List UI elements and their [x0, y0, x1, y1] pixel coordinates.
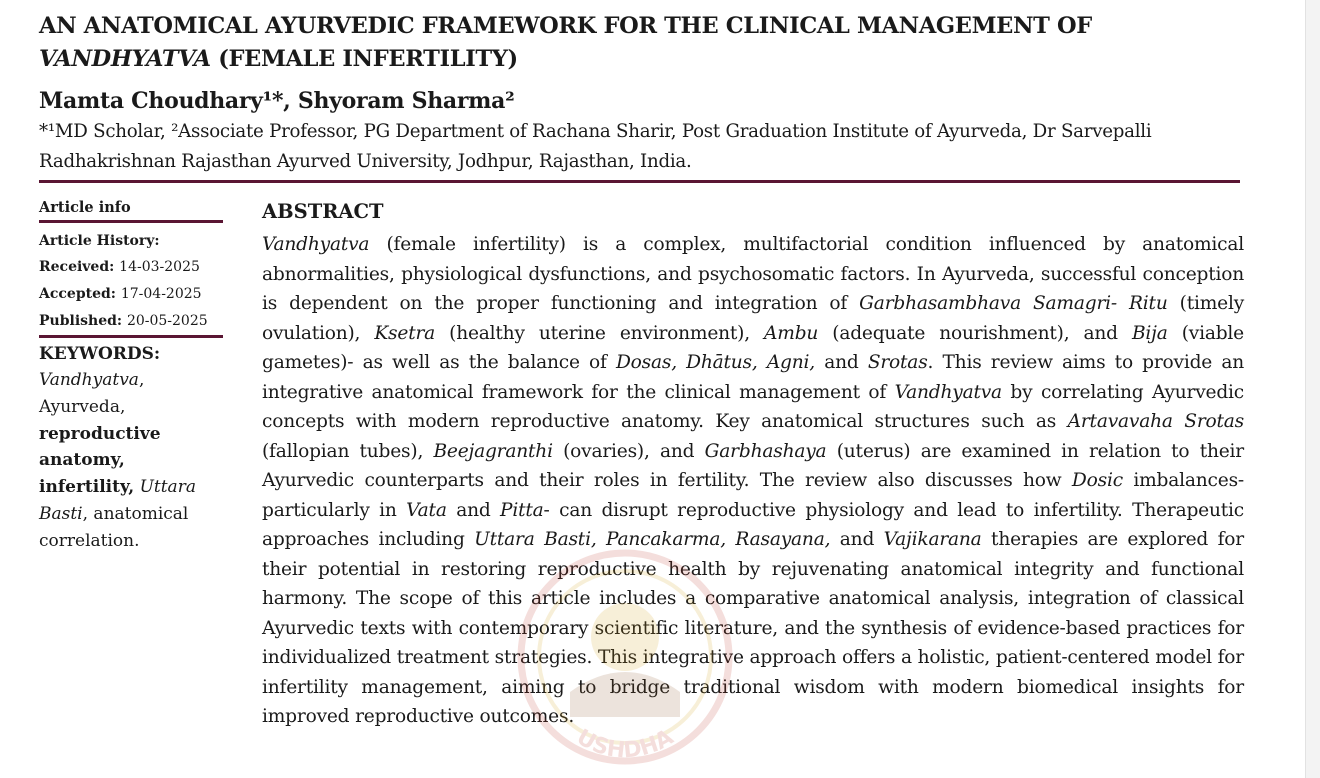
abstract-term: Dosic: [1071, 470, 1123, 491]
abstract-body: [262, 230, 1244, 732]
accepted-date: [39, 281, 225, 308]
abstract-text: (fallopian tubes),: [262, 440, 434, 462]
abstract-term: Ambu: [764, 322, 819, 344]
keyword-vandhyatva: Vandhyatva: [39, 370, 139, 390]
keyword-reproductive-anatomy: reproductive anatomy,: [39, 423, 161, 471]
title-line-1: AN ANATOMICAL AYURVEDIC FRAMEWORK FOR THE CLINICAL MANAGEMENT OF: [39, 13, 1092, 39]
keyword-uttara-basti: Uttara Basti: [39, 477, 196, 524]
article-info-divider: [39, 220, 223, 223]
abstract-text: therapies are explored for their potential in restoring reproductive health by rejuvenating anatomical integrity and functional harmony. The scope of this article includes a comparative anatomical analysis, integration of classical Ayurvedic texts with contemporary scientific literature, and the synthesis of evidence-based practices for individualized treatment strategies. This integrative approach offers a holistic, patient-centered model for infertility management, aiming to bridge traditional wisdom with modern biomedical insights for improved reproductive outcomes.: [262, 529, 1244, 727]
abstract-term: Vandhyatva: [262, 234, 370, 255]
abstract-term: Artavavaha Srotas: [1067, 411, 1245, 432]
accepted-value: 17-04-2025: [120, 286, 202, 302]
published-date: [39, 308, 225, 335]
abstract-term: Uttara Basti, Pancakarma, Rasayana,: [474, 529, 831, 550]
keyword-ayurveda: Ayurveda,: [39, 396, 126, 417]
history-divider: [39, 335, 223, 338]
keyword-infertility: infertility,: [39, 477, 135, 498]
abstract-heading: ABSTRACT: [262, 200, 384, 223]
published-label: Published:: [39, 313, 123, 329]
abstract-term: Garbhashaya: [704, 440, 827, 462]
keywords-heading: KEYWORDS:: [39, 344, 161, 364]
abstract-term: Beejagranthi: [433, 440, 553, 462]
article-title: [39, 10, 1239, 76]
article-info-heading: Article info: [39, 199, 131, 216]
abstract-term: Dosas, Dhātus, Agni,: [615, 352, 815, 373]
header-divider: [39, 180, 1240, 183]
abstract-term: Srotas: [867, 352, 928, 373]
abstract-text: (healthy uterine environment),: [435, 322, 765, 344]
published-value: 20-05-2025: [126, 313, 208, 329]
received-label: Received:: [39, 259, 115, 275]
abstract-text: and: [446, 499, 501, 521]
received-value: 14-03-2025: [119, 259, 200, 275]
abstract-term: Vajikarana: [883, 529, 982, 550]
keyword-anatomical-correlation: , anatomical correlation.: [39, 503, 189, 551]
abstract-term: Ksetra: [374, 322, 436, 344]
keywords-list: Vandhyatva, Ayurveda, reproductive anatomy, infertility, Uttara Basti, anatomical correlation.: [39, 370, 196, 551]
abstract-term: Garbhasambhava Samagri- Ritu: [859, 293, 1168, 314]
abstract-text: (adequate nourishment), and: [818, 322, 1132, 344]
abstract-text: - can disrupt reproductive physiology and lead to infertility. Therapeutic approaches including: [262, 499, 1244, 550]
accepted-label: Accepted:: [39, 286, 116, 302]
abstract-text: (uterus) are examined in relation to their Ayurvedic counterparts and their roles in fertility. The review also discusses how: [262, 440, 1244, 491]
abstract-text: imbalances- particularly in: [262, 470, 1244, 521]
author-affiliation: *¹MD Scholar, ²Associate Professor, PG Department of Rachana Sharir, Post Graduation Institute of Ayurveda, Dr Sarvepalli Radhakrishnan Rajasthan Ayurved University, Jodhpur, Rajasthan, India.: [39, 121, 1152, 172]
abstract-term: Bija: [1131, 322, 1168, 344]
article-info-sidebar: [39, 196, 225, 555]
title-italic-term: VANDHYATVA: [39, 46, 211, 72]
abstract-term: Pitta: [500, 499, 544, 521]
abstract-text: (ovaries), and: [552, 440, 705, 462]
article-history-label: Article History:: [39, 233, 160, 249]
abstract-term: Vata: [406, 499, 447, 521]
watermark-text: USHDHA: [572, 724, 678, 764]
page-edge: [1305, 0, 1320, 778]
abstract-text: and: [815, 352, 868, 373]
abstract-text: (timely ovulation),: [262, 293, 1244, 344]
author-list: Mamta Choudhary¹*, Shyoram Sharma²: [39, 88, 515, 114]
abstract-text: by correlating Ayurvedic concepts with modern reproductive anatomy. Key anatomical structures such as: [262, 381, 1244, 432]
abstract-text: (viable gametes)- as well as the balance of: [262, 322, 1244, 373]
abstract-text: and: [830, 529, 884, 550]
abstract-text: . This review aims to provide an integrative anatomical framework for the clinical management of: [262, 352, 1244, 403]
abstract-text: (female infertility) is a complex, multifactorial condition influenced by anatomical abnormalities, physiological dysfunctions, and psychosomatic factors. In Ayurveda, successful conception is dependent on the proper functioning and integration of: [262, 234, 1244, 314]
title-line-2: (FEMALE INFERTILITY): [210, 46, 518, 72]
abstract-term: Vandhyatva: [894, 381, 1002, 403]
received-date: [39, 254, 225, 281]
